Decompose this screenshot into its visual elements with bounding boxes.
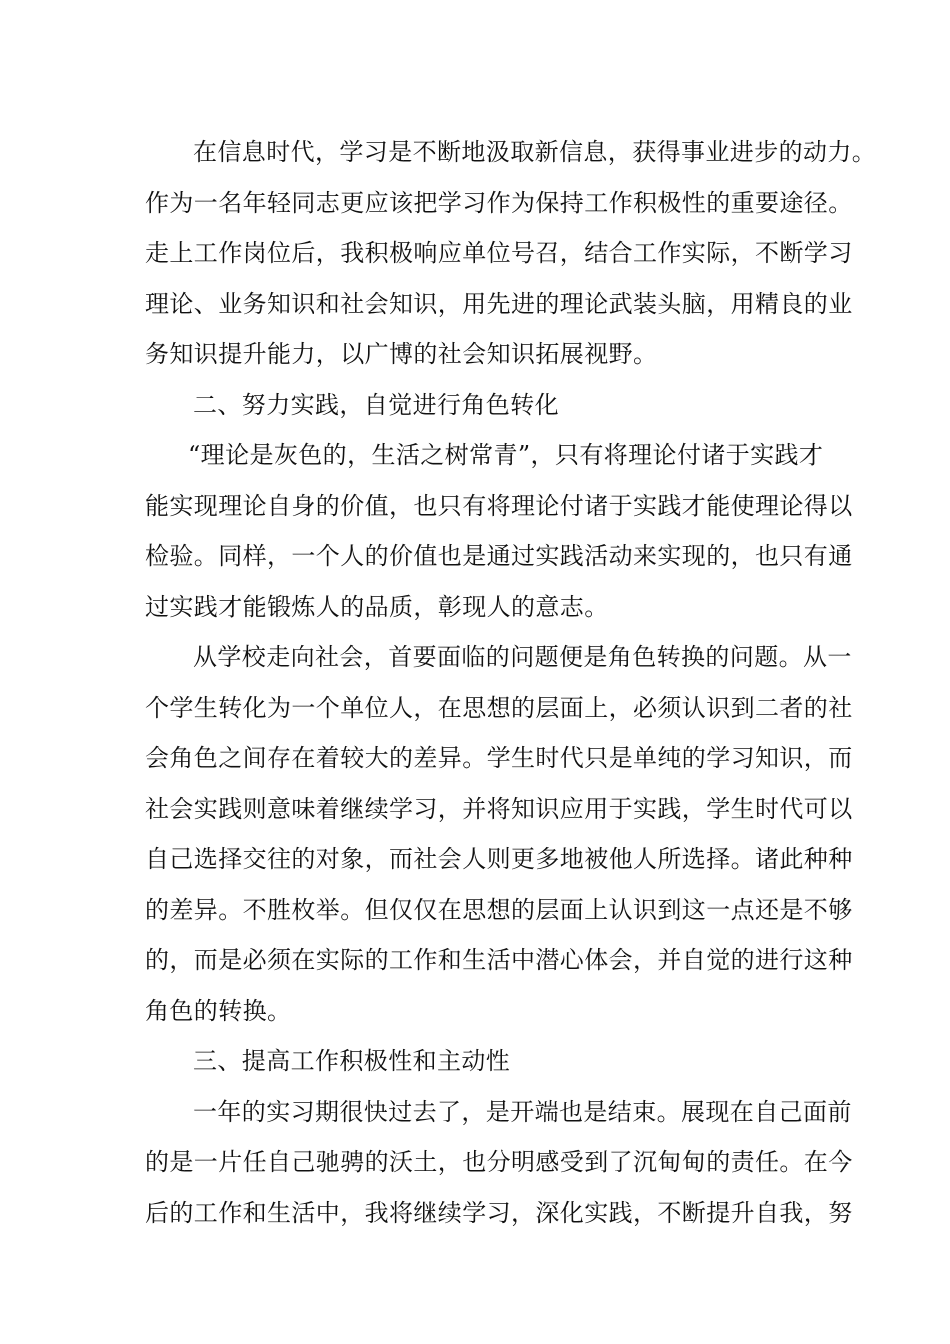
paragraph-line: 角色的转换。: [145, 997, 292, 1025]
paragraph-line: 走上工作岗位后，我积极响应单位号召，结合工作实际，不断学习: [145, 239, 853, 267]
paragraph-line: 理论、业务知识和社会知识，用先进的理论武装头脑，用精良的业: [145, 290, 853, 318]
paragraph-line: 能实现理论自身的价值，也只有将理论付诸于实践才能使理论得以: [145, 492, 853, 520]
paragraph-line: “理论是灰色的，生活之树常青”，只有将理论付诸于实践才: [188, 441, 824, 469]
paragraph-line: 务知识提升能力，以广博的社会知识拓展视野。: [145, 340, 658, 368]
section-heading: 三、提高工作积极性和主动性: [193, 1047, 511, 1075]
paragraph-line: 作为一名年轻同志更应该把学习作为保持工作积极性的重要途径。: [145, 189, 853, 217]
paragraph-line: 过实践才能锻炼人的品质，彰现人的意志。: [145, 593, 609, 621]
paragraph-line: 的是一片任自己驰骋的沃土，也分明感受到了沉甸甸的责任。在今: [145, 1148, 853, 1176]
paragraph-line: 的差异。不胜枚举。但仅仅在思想的层面上认识到这一点还是不够: [145, 896, 853, 924]
paragraph-line: 个学生转化为一个单位人，在思想的层面上，必须认识到二者的社: [145, 694, 853, 722]
paragraph-line: 在信息时代，学习是不断地汲取新信息，获得事业进步的动力。: [193, 138, 877, 166]
paragraph-line: 后的工作和生活中，我将继续学习，深化实践，不断提升自我，努: [145, 1199, 853, 1227]
paragraph-line: 会角色之间存在着较大的差异。学生时代只是单纯的学习知识，而: [145, 744, 853, 772]
paragraph-line: 一年的实习期很快过去了，是开端也是结束。展现在自己面前: [193, 1098, 852, 1126]
paragraph-line: 自己选择交往的对象，而社会人则更多地被他人所选择。诸此种种: [145, 845, 853, 873]
paragraph-line: 检验。同样，一个人的价值也是通过实践活动来实现的，也只有通: [145, 542, 853, 570]
paragraph-line: 的，而是必须在实际的工作和生活中潜心体会，并自觉的进行这种: [145, 946, 853, 974]
paragraph-line: 社会实践则意味着继续学习，并将知识应用于实践，学生时代可以: [145, 795, 853, 823]
section-heading: 二、努力实践，自觉进行角色转化: [193, 391, 559, 419]
paragraph-line: 从学校走向社会，首要面临的问题便是角色转换的问题。从一: [193, 643, 852, 671]
